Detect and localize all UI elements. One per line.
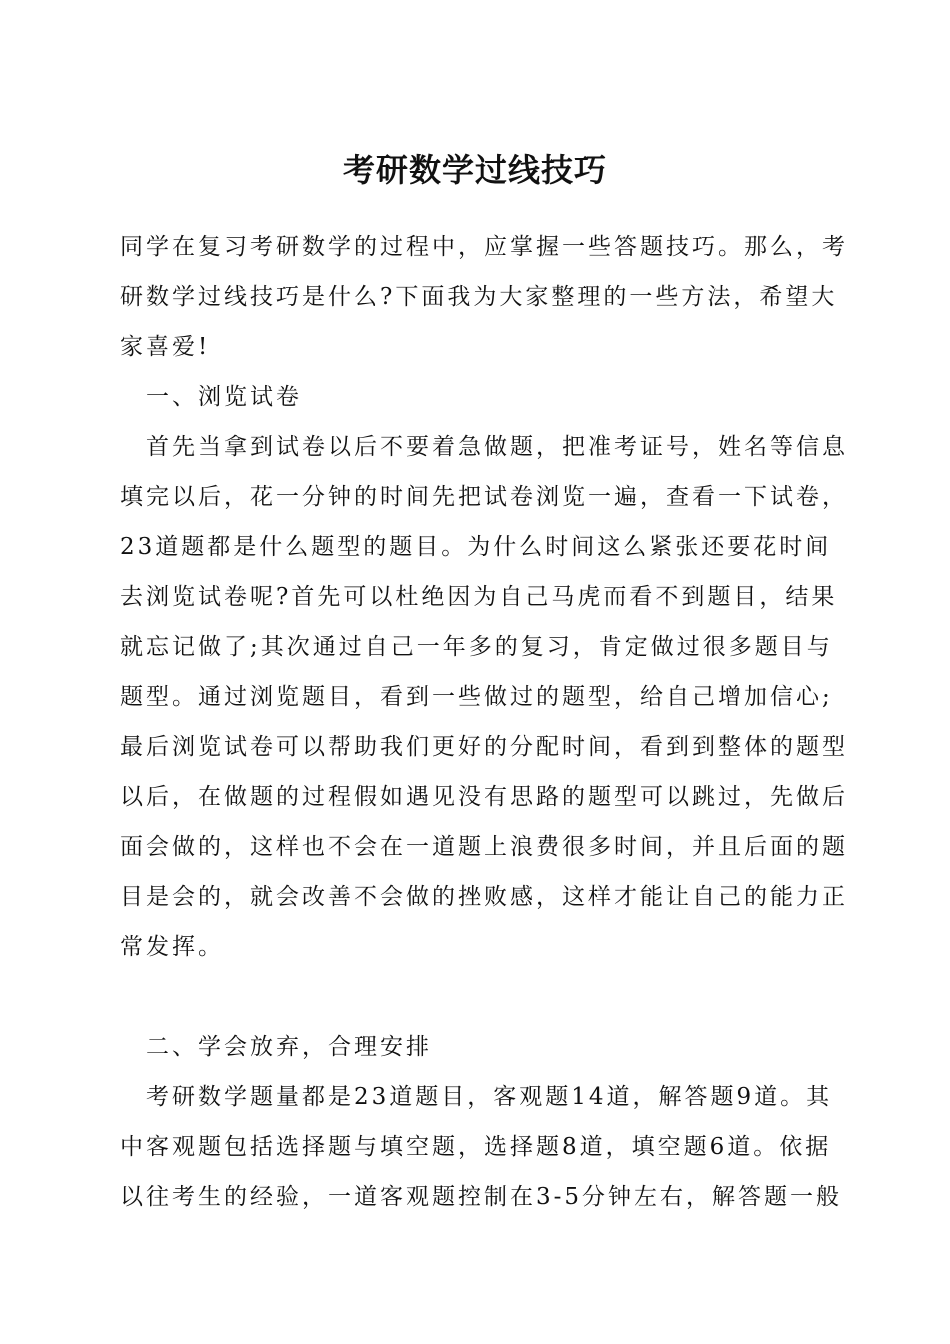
paragraph-line: 家喜爱! [120, 334, 211, 360]
paragraph-line: 最后浏览试卷可以帮助我们更好的分配时间，看到到整体的题型 [120, 734, 848, 760]
paragraph-line: 研数学过线技巧是什么?下面我为大家整理的一些方法，希望大 [120, 284, 838, 310]
paragraph-line: 以后，在做题的过程假如遇见没有思路的题型可以跳过，先做后 [120, 784, 848, 810]
paragraph-line: 题型。通过浏览题目，看到一些做过的题型，给自己增加信心; [120, 684, 833, 710]
paragraph-line: 目是会的，就会改善不会做的挫败感，这样才能让自己的能力正 [120, 884, 848, 910]
paragraph-line: 去浏览试卷呢?首先可以杜绝因为自己马虎而看不到题目，结果 [120, 584, 838, 610]
section-heading: 二、学会放弃，合理安排 [120, 1034, 432, 1060]
paragraph-line: 同学在复习考研数学的过程中，应掌握一些答题技巧。那么，考 [120, 234, 848, 260]
document-title: 考研数学过线技巧 [342, 151, 607, 189]
paragraph-line: 面会做的，这样也不会在一道题上浪费很多时间，并且后面的题 [120, 834, 848, 860]
paragraph-line: 中客观题包括选择题与填空题，选择题8道，填空题6道。依据 [120, 1134, 832, 1160]
paragraph-line: 考研数学题量都是23道题目，客观题14道，解答题9道。其 [120, 1084, 833, 1110]
paragraph-line: 填完以后，花一分钟的时间先把试卷浏览一遍，查看一下试卷， [120, 484, 848, 510]
paragraph-line: 23道题都是什么题型的题目。为什么时间这么紧张还要花时间 [120, 534, 832, 560]
paragraph-line: 以往考生的经验，一道客观题控制在3-5分钟左右，解答题一般 [120, 1184, 843, 1210]
paragraph-line: 首先当拿到试卷以后不要着急做题，把准考证号，姓名等信息 [120, 434, 848, 460]
paragraph-line: 常发挥。 [120, 934, 224, 960]
paragraph-line: 就忘记做了;其次通过自己一年多的复习，肯定做过很多题目与 [120, 634, 833, 660]
section-heading: 一、浏览试卷 [120, 384, 302, 410]
